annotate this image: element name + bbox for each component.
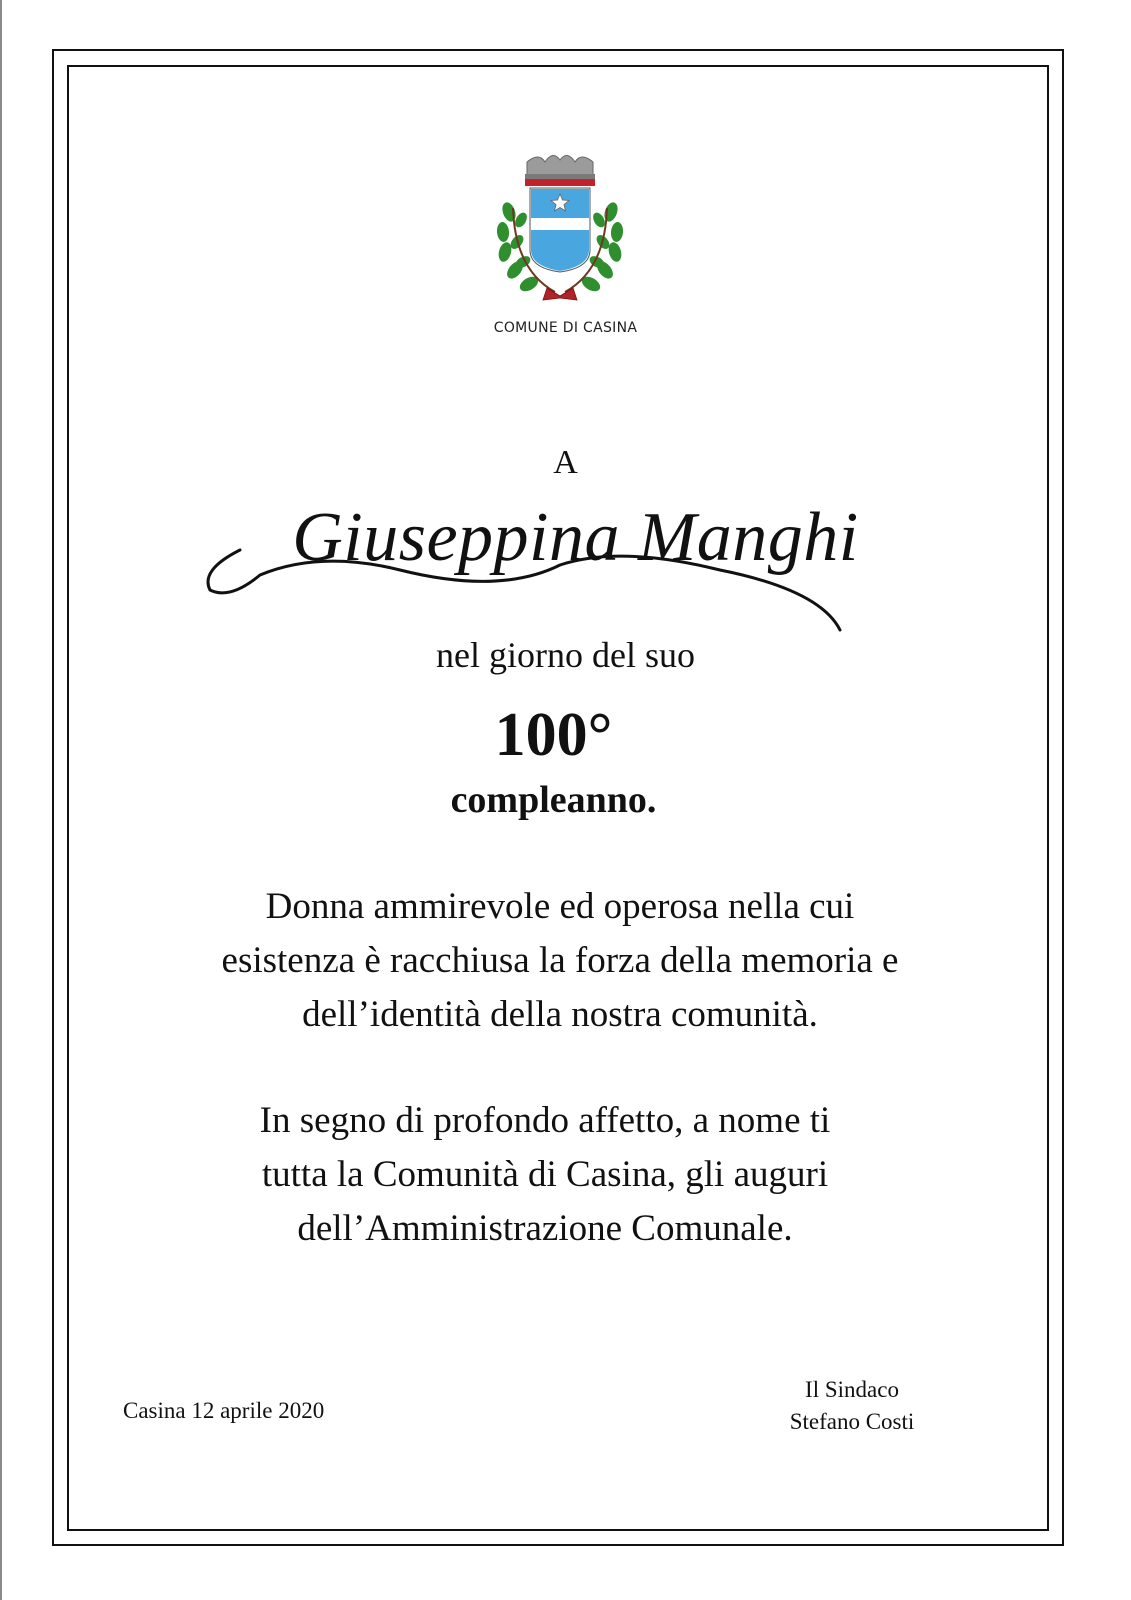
tribute-line: Donna ammirevole ed operosa nella cui	[265, 886, 855, 927]
dedication-prefix: A	[553, 444, 578, 481]
signature-block	[762, 1374, 942, 1438]
tribute-line: dell’identità della nostra comunità.	[302, 994, 818, 1035]
tribute-paragraph	[120, 880, 1000, 1042]
ribbon-icon	[543, 288, 577, 300]
coat-of-arms-icon	[495, 150, 625, 310]
tribute-line: esistenza è racchiusa la forza della memoria e	[221, 940, 899, 981]
honoree-name: Giuseppina Manghi	[292, 499, 859, 576]
event-label: compleanno.	[450, 779, 657, 821]
signer-name: Stefano Costi	[789, 1409, 915, 1434]
greetings-paragraph	[150, 1094, 940, 1256]
greetings-line: tutta la Comunità di Casina, gli auguri	[261, 1154, 829, 1195]
birthday-number: 100°	[494, 701, 613, 769]
greetings-line: In segno di profondo affetto, a nome ti	[259, 1100, 831, 1141]
occasion-line: nel giorno del suo	[436, 635, 695, 675]
calligraphic-flourish	[200, 540, 860, 640]
greetings-line: dell’Amministrazione Comunale.	[297, 1208, 793, 1249]
municipality-label: COMUNE DI CASINA	[493, 320, 638, 336]
signer-title: Il Sindaco	[805, 1377, 899, 1402]
place-date: Casina 12 aprile 2020	[123, 1398, 325, 1423]
